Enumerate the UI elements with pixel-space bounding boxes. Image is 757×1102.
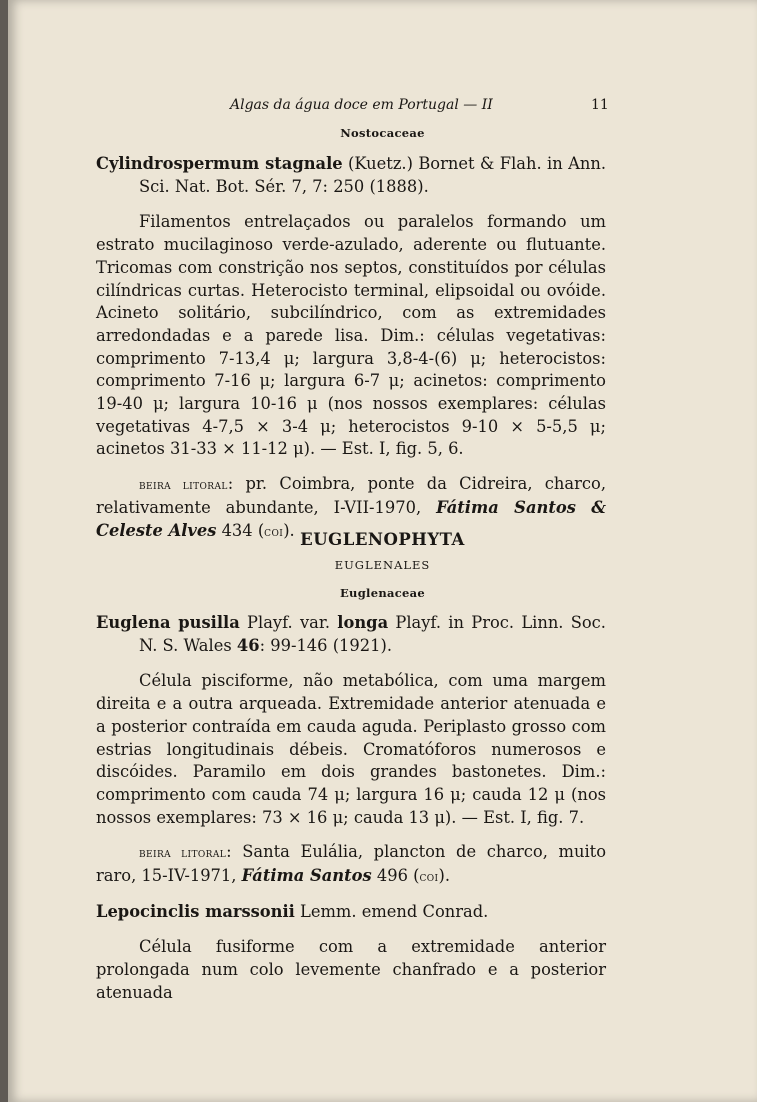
- herbarium-code: coi: [264, 523, 284, 540]
- species-author: Playf. var.: [239, 613, 338, 632]
- collector-name: Fátima Santos & Celeste Alves: [96, 497, 606, 540]
- species-citation: Playf. in Proc. Linn. Soc. N. S. Wales: [139, 613, 606, 655]
- volume-number: 46: [236, 635, 260, 655]
- locality-record: [96, 841, 606, 888]
- locality-text: : pr. Coimbra, ponte da Cidreira, charco, relativamente abundante, I-VII-1970,: [96, 474, 606, 517]
- family-heading-euglenaceae: Euglenaceae: [339, 586, 426, 600]
- species-citation: (Kuetz.) Bornet & Flah. in Ann. Sci. Nat. Bot. Sér. 7, 7: 250 (1888).: [139, 154, 607, 196]
- page-header: [8, 97, 757, 119]
- species-name: Lepocinclis marssonii: [96, 901, 295, 921]
- species-entry-lepocinclis: [96, 901, 606, 924]
- species-description: Filamentos entrelaçados ou paralelos formando um estrato mucilaginoso verde-azulado, aderente ou flutuante. Tricomas com constrição nos septos, constituídos por células cilíndricas curtas. Heterocisto terminal, elipsoidal ou ovóide. Acineto solitário, subcilíndrico, com as extremidades arredondadas e a parede lisa. Dim.: células vegetativas: comprimento 7-13,4 μ; largura 3,8-4-(6) μ; heterocistos: comprimento 7-16 μ; largura 6-7 μ; acinetos: comprimento 19-40 μ; largura 10-16 μ (nos nossos exemplares: células vegetativas 4-7,5 × 3-4 μ; heterocistos 9-10 × 5-5,5 μ; acinetos 31-33 × 11-12 μ). — Est. I, fig. 5, 6.: [96, 212, 606, 459]
- species-description: Célula pisciforme, não metabólica, com uma margem direita e a outra arqueada. Extremidade anterior atenuada e a posterior contraída em cauda aguda. Periplasto grosso com estrias longitudinais débeis. Cromatóforos numerosos e discóides. Paramilo em dois grandes bastonetes. Dim.: comprimento com cauda 74 μ; largura 16 μ; cauda 12 μ (nos nossos exemplares: 73 × 16 μ; cauda 13 μ). — Est. I, fig. 7.: [96, 671, 606, 827]
- record-close: ).: [438, 866, 451, 886]
- species-citation: Lemm. emend Conrad.: [294, 901, 489, 921]
- herbarium-code: coi: [419, 869, 439, 886]
- species-name: Cylindrospermum stagnale: [96, 154, 343, 173]
- body-block-2: [96, 612, 606, 1005]
- locality-label: beira litoral: [139, 477, 228, 494]
- variety-name: longa: [337, 613, 389, 632]
- book-page: [8, 0, 757, 1102]
- record-close: ).: [283, 520, 295, 540]
- species-name: Euglena pusilla: [96, 613, 240, 632]
- running-title: Algas da água doce em Portugal — II: [230, 97, 493, 113]
- species-entry-cylindrospermum: [96, 153, 606, 198]
- page-number: 11: [591, 97, 609, 113]
- order-heading: EUGLENALES: [334, 558, 431, 572]
- division-heading: EUGLENOPHYTA: [300, 530, 465, 549]
- collection-number: 496 (: [371, 866, 420, 886]
- collection-number: 434 (: [216, 520, 265, 540]
- species-entry-euglena: [96, 612, 606, 657]
- page-range: : 99-146 (1921).: [259, 635, 393, 655]
- family-heading-nostocaceae: Nostocaceae: [340, 126, 425, 140]
- locality-label: beira litoral: [139, 845, 227, 862]
- species-description: Célula fusiforme com a extremidade anterior prolongada num colo levemente chanfrado e a posterior atenuada: [96, 937, 606, 1002]
- collector-name: Fátima Santos: [241, 866, 372, 886]
- locality-text: : Santa Eulália, plancton de charco, muito raro, 15-IV-1971,: [96, 842, 606, 886]
- body-block-1: [96, 153, 606, 543]
